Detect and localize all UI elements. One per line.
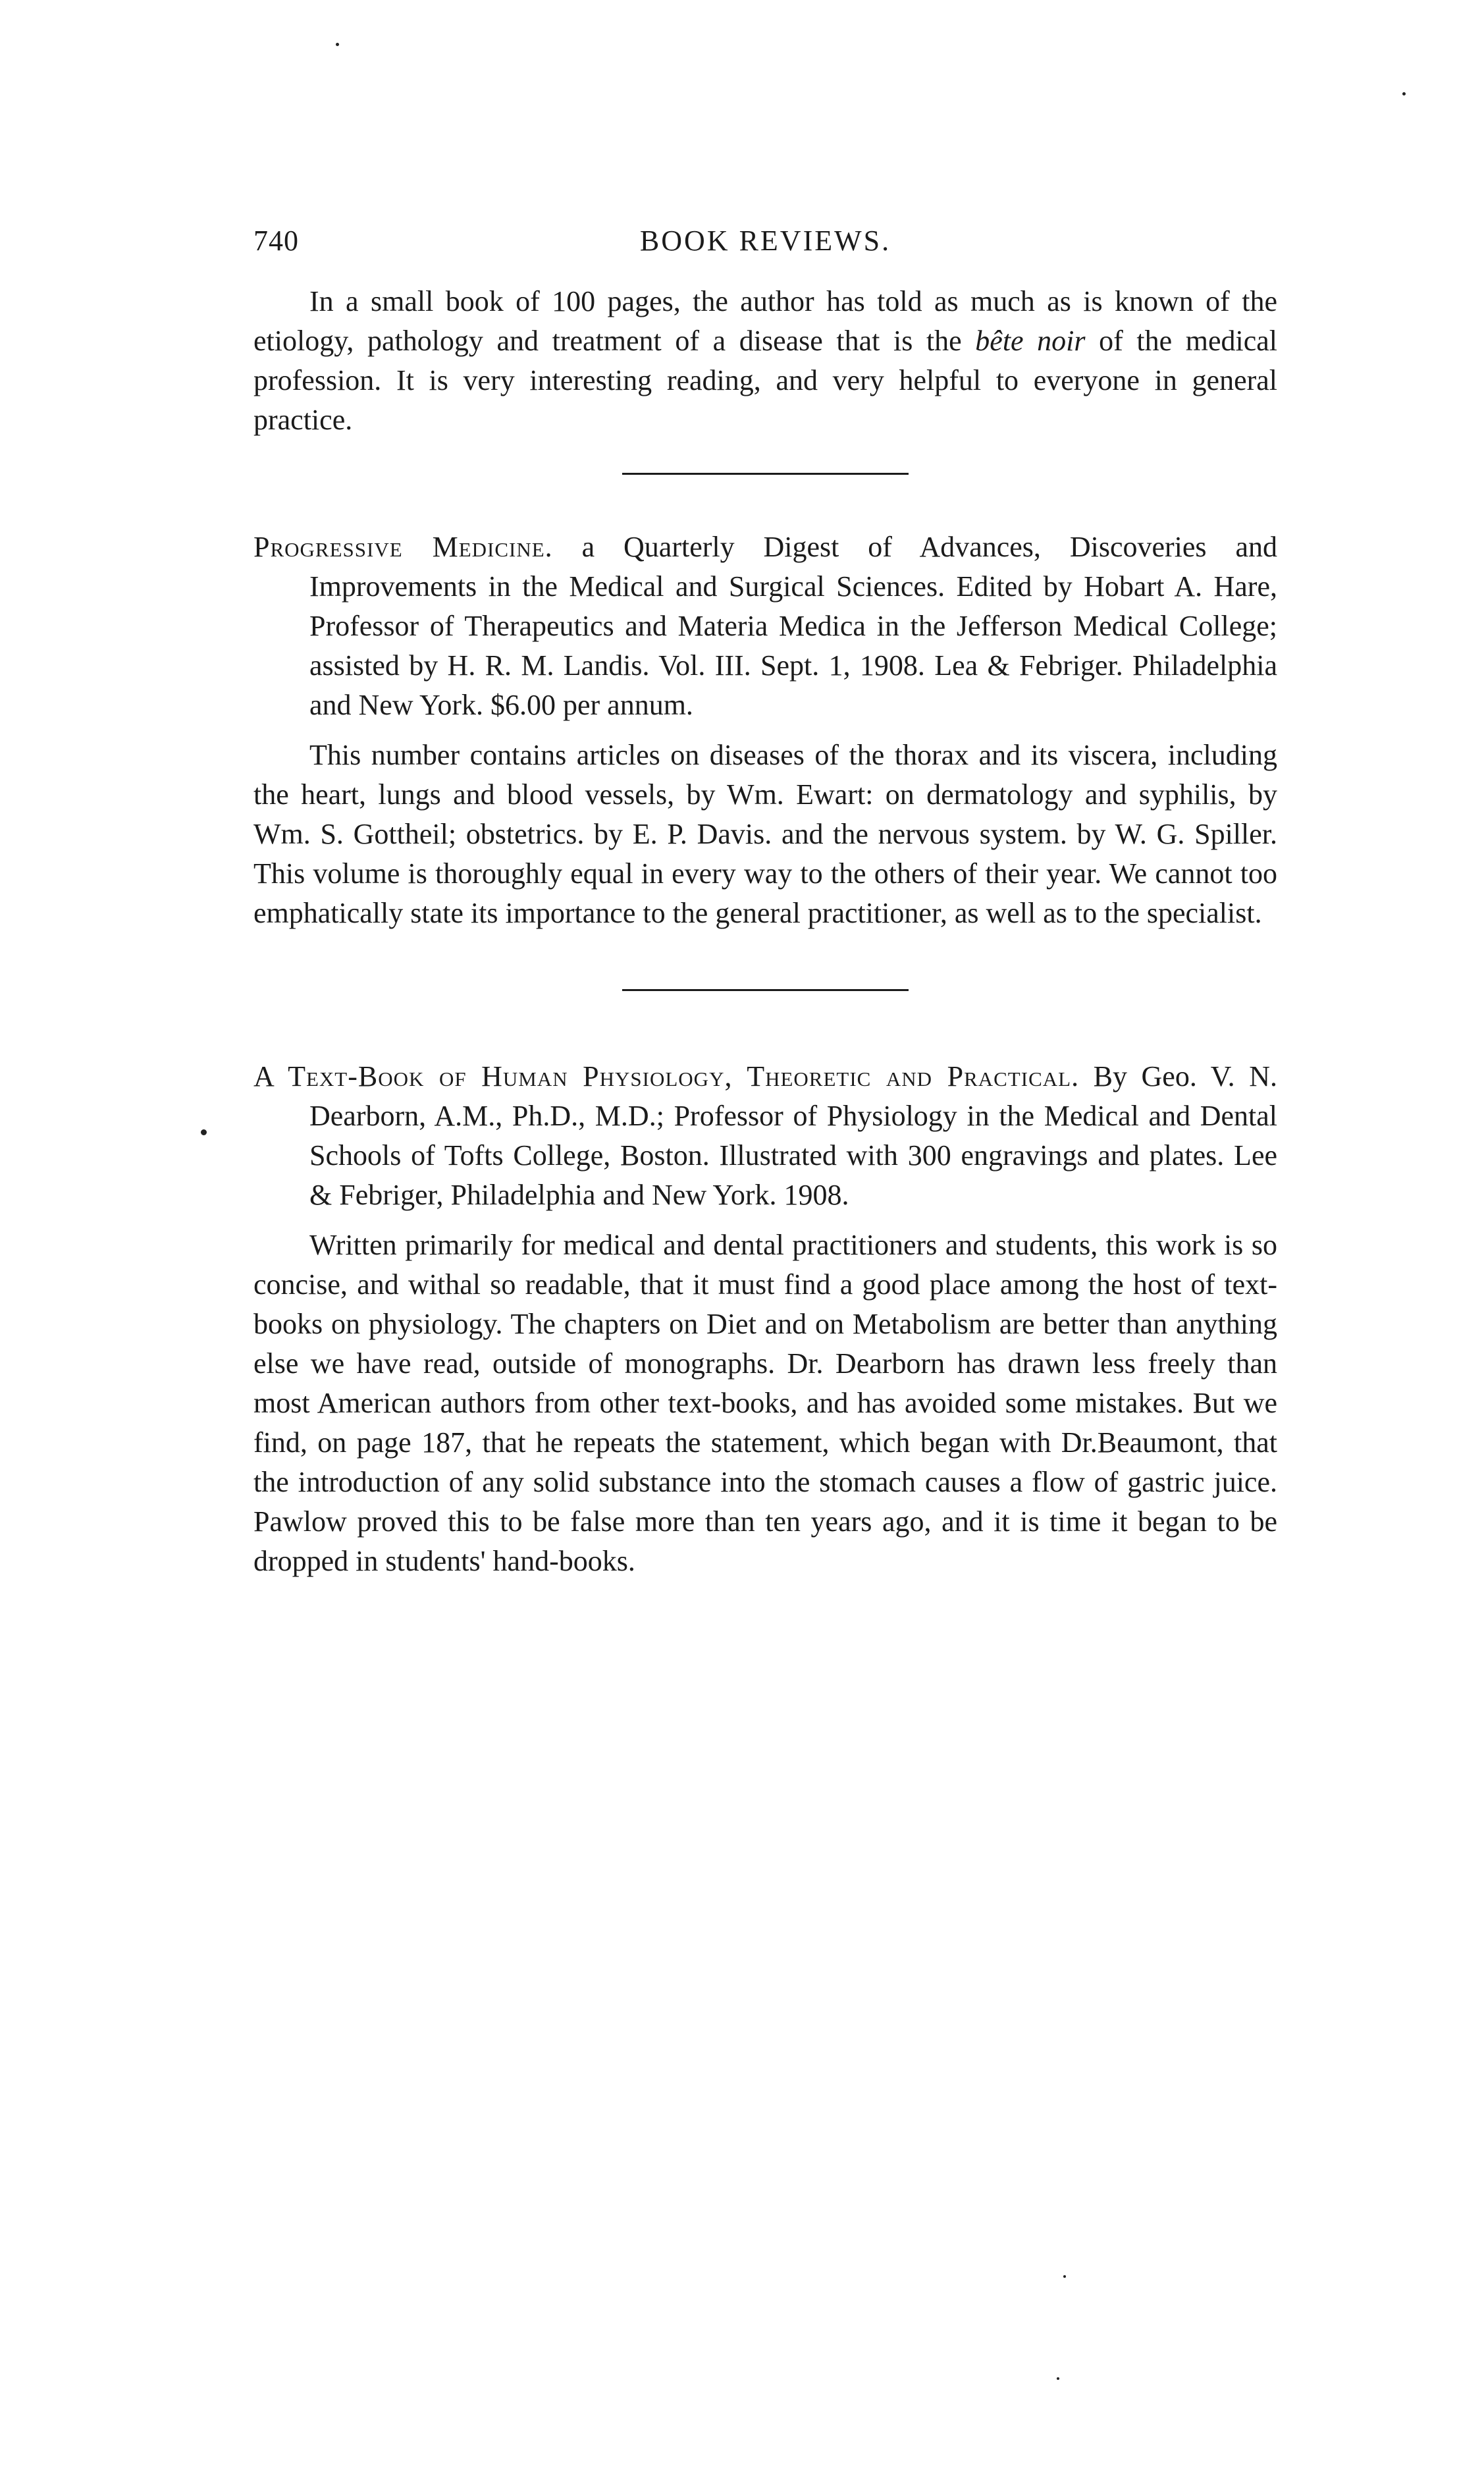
review-1-body-italic: bête noir [975,325,1086,357]
scan-speck [201,1129,207,1135]
review-3-title: A Text-Book of Human Physiology, Theoretic and Practical. [253,1060,1080,1092]
scan-speck [1402,92,1406,95]
review-3-body: Written primarily for medical and dental practitioners and students, this work is so concise, and withal so readable, that it must find a good place among the host of text-books on physiology. The chapters on Diet and on Metabolism are better than anything else we have read, outside of monographs. Dr. Dearborn has drawn less freely than most American authors from other text-books, and has avoided some mistakes. But we find, on page 187, that he repeats the statement, which began with Dr.Beaumont, that the introduction of any solid substance into the stomach causes a flow of gastric juice. Pawlow proved this to be false more than ten years ago, and it is time it began to be dropped in students' hand-books. [253,1229,1277,1577]
review-2-citation [253,527,1277,725]
book-page [253,224,1277,1581]
review-2 [253,527,1277,933]
review-1-body-part1: In a small book of 100 pages, the author has told as much as is known of the etiology, pathology and treatment of a disease that is the [253,285,1277,357]
review-1-body-part2: of the medical profession. It is very interesting reading, and very helpful to everyone in general practice. [253,325,1277,436]
review-2-body: This number contains articles on diseases of the thorax and its viscera, including the heart, lungs and blood vessels, by Wm. Ewart: on dermatology and syphilis, by Wm. S. Gottheil; obstetrics. by E. P. Davis. and the nervous system. by W. G. Spiller. This volume is thoroughly equal in every way to the others of their year. We cannot too emphatically state its importance to the general practitioner, as well as to the specialist. [253,739,1277,929]
review-3-citation-text: By Geo. V. N. Dearborn, A.M., Ph.D., M.D.; Professor of Physiology in the Medical and Dental Schools of Tofts College, Boston. Illustrated with 300 engravings and plates. Lee & Febriger, Philadelphia and New York. 1908. [309,1060,1277,1211]
review-3-citation [253,1057,1277,1215]
page-number: 740 [253,225,299,257]
review-1 [253,282,1277,440]
review-2-citation-text: a Quarterly Digest of Advances, Discoveries and Improvements in the Medical and Surgical Sciences. Edited by Hobart A. Hare, Professor of Therapeutics and Materia Medica in the Jefferson Medical College; assisted by H. R. M. Landis. Vol. III. Sept. 1, 1908. Lea & Febriger. Philadelphia and New York. $6.00 per annum. [309,531,1277,721]
review-2-title: Progressive Medicine. [253,531,553,563]
section-divider [622,473,909,475]
scan-speck [336,43,339,46]
scan-speck [1057,2377,1059,2380]
review-1-body [253,282,1277,440]
page-header [253,224,1277,277]
review-3 [253,1057,1277,1581]
running-title: BOOK REVIEWS. [639,225,891,257]
section-divider [622,989,909,991]
scan-speck [1063,2275,1066,2278]
